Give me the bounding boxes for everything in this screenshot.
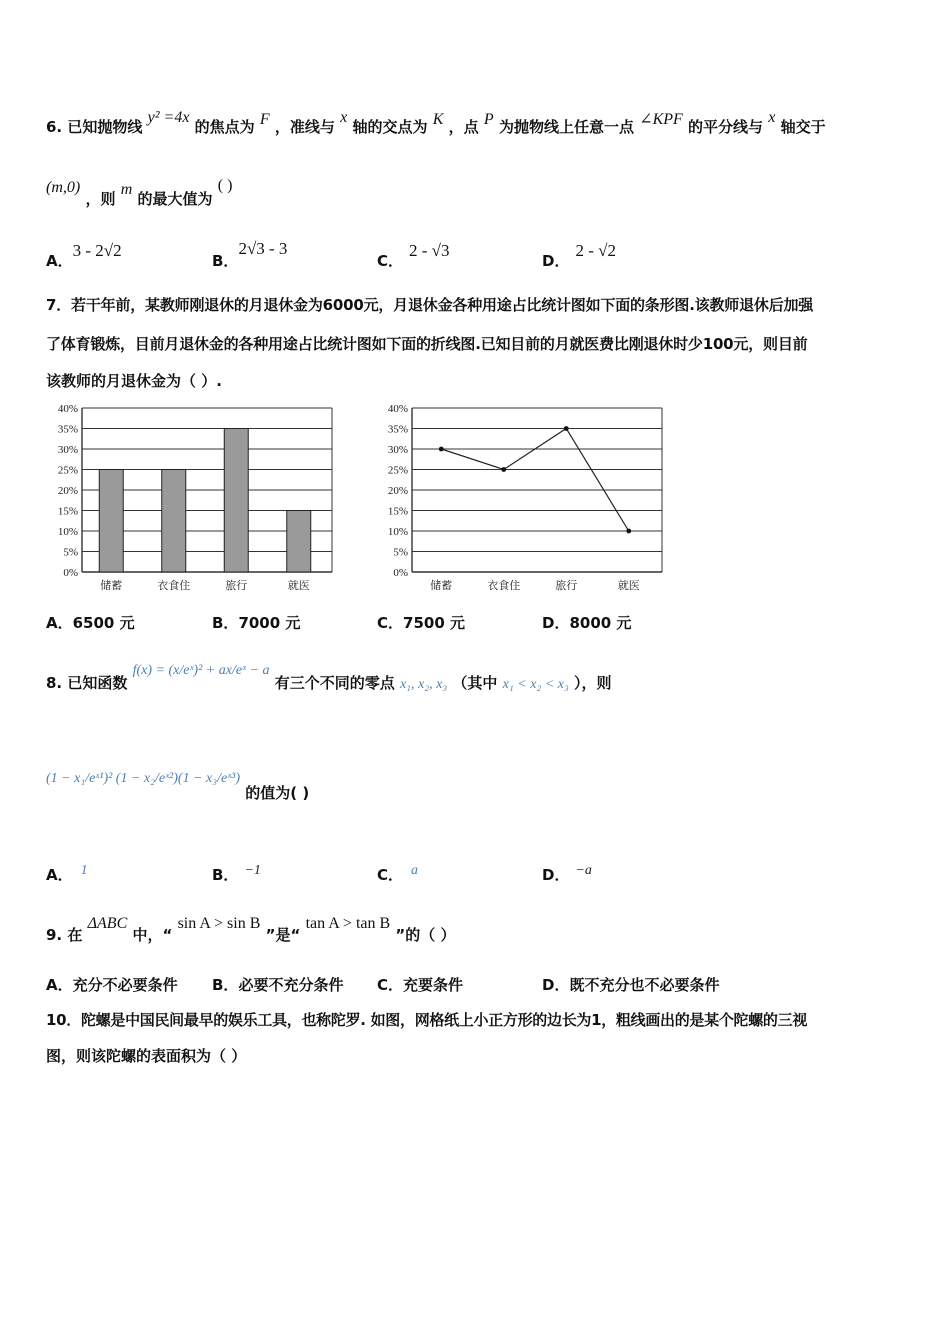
option-value: 2√3 - 3 xyxy=(238,239,288,258)
q8-line1 xyxy=(46,654,612,694)
q8-function: f(x) = (x/eˣ)² + ax/eˣ − a xyxy=(132,663,270,678)
option-label: C． xyxy=(377,252,404,270)
q10-line2: 图，则该陀螺的表面积为（ ） xyxy=(46,1047,247,1065)
option-label: B． xyxy=(212,866,239,884)
q6-text2: 的焦点为 xyxy=(194,118,255,136)
q6-P: P xyxy=(483,111,494,128)
bar-chart xyxy=(44,398,344,598)
q6-line2 xyxy=(46,176,232,212)
y-tick-label: 10% xyxy=(57,526,78,538)
q8-text5: 的值为( ) xyxy=(245,784,310,802)
q7-option-c xyxy=(377,612,465,633)
q9-line1 xyxy=(46,912,455,946)
q9-option-d xyxy=(542,974,719,995)
q9-text2: 中，“ xyxy=(132,926,173,944)
option-value: 充要条件 xyxy=(403,976,464,994)
q6-text10: 的最大值为 xyxy=(137,190,213,208)
q9-number: 9. xyxy=(46,926,63,944)
bar xyxy=(99,470,123,573)
option-label: C． xyxy=(377,614,404,632)
y-tick-label: 15% xyxy=(387,505,408,518)
q9-text3: ”是“ xyxy=(265,926,301,944)
q6-text8: 轴交于 xyxy=(780,118,826,136)
q8-text1: 已知函数 xyxy=(67,674,128,692)
option-value: a xyxy=(411,863,419,878)
q9-condition2: tan A > tan B xyxy=(305,915,391,932)
x-tick-label: 储蓄 xyxy=(100,579,123,592)
option-value: 必要不充分条件 xyxy=(238,976,344,994)
option-label: B． xyxy=(212,976,239,994)
option-value: 2 - √3 xyxy=(409,241,450,260)
x-tick-label: 就医 xyxy=(617,579,640,592)
q9-triangle: ΔABC xyxy=(87,915,128,932)
bar xyxy=(287,511,311,573)
y-tick-label: 5% xyxy=(393,546,408,559)
q8-expression: (1 − x₁/eˣ¹)² (1 − x₂/eˣ²)(1 − x₃/eˣ³) xyxy=(46,771,241,786)
option-label: C． xyxy=(377,976,404,994)
option-value: 既不充分也不必要条件 xyxy=(569,976,720,994)
option-label: D． xyxy=(542,252,570,270)
q6-text7: 的平分线与 xyxy=(688,118,764,136)
q7-option-d xyxy=(542,612,631,633)
q6-x1: x xyxy=(340,109,348,126)
q6-number: 6. xyxy=(46,118,63,136)
option-value: 充分不必要条件 xyxy=(72,976,178,994)
y-tick-label: 30% xyxy=(57,444,78,456)
q6-text6: 为抛物线上任意一点 xyxy=(498,118,634,136)
x-tick-label: 旅行 xyxy=(225,579,248,592)
q6-K: K xyxy=(432,111,444,128)
y-tick-label: 35% xyxy=(387,423,408,436)
y-tick-label: 5% xyxy=(63,546,78,559)
q6-text4: 轴的交点为 xyxy=(352,118,428,136)
q7-option-b xyxy=(212,612,300,633)
x-tick-label: 衣食住 xyxy=(157,579,191,592)
q9-option-a xyxy=(46,974,178,995)
q6-text1: 已知抛物线 xyxy=(67,118,143,136)
y-tick-label: 30% xyxy=(387,444,408,456)
y-tick-label: 40% xyxy=(387,403,408,415)
y-tick-label: 0% xyxy=(393,567,408,579)
q8-option-b xyxy=(212,858,261,884)
option-label: D． xyxy=(542,866,570,884)
q7-line1: 7．若干年前，某教师刚退休的月退休金为6000元，月退休金各种用途占比统计图如下面的条形图.该教师退休后加强 xyxy=(46,296,814,314)
q6-option-c xyxy=(377,240,450,270)
option-value: 1 xyxy=(80,863,88,878)
q8-option-d xyxy=(542,858,592,884)
data-point xyxy=(626,529,631,534)
option-value: 7500 元 xyxy=(403,614,465,632)
q8-text4: ），则 xyxy=(574,674,612,692)
option-value: 8000 元 xyxy=(569,614,632,632)
q9-text4: ”的（ ） xyxy=(395,926,456,944)
option-label: C． xyxy=(377,866,404,884)
q7-line3: 该教师的月退休金为（ ）. xyxy=(46,372,222,390)
q8-zeros: x₁, x₂, x₃ xyxy=(399,677,448,692)
q7-line2: 了体育锻炼，目前月退休金的各种用途占比统计图如下面的折线图.已知目前的月就医费比刚退休时少100元，则目前 xyxy=(46,335,808,353)
y-tick-label: 25% xyxy=(57,464,78,477)
q6-point: (m,0) xyxy=(46,179,81,196)
q6-line1 xyxy=(46,106,826,142)
q6-paren: ( ) xyxy=(217,177,233,194)
option-label: A． xyxy=(46,976,73,994)
y-tick-label: 10% xyxy=(387,526,408,538)
q9-condition1: sin A > sin B xyxy=(177,915,261,932)
x-tick-label: 衣食住 xyxy=(487,579,521,592)
bar xyxy=(224,429,248,573)
y-tick-label: 0% xyxy=(63,567,78,579)
q6-F: F xyxy=(259,111,270,128)
series-line xyxy=(441,429,629,532)
line-chart xyxy=(374,398,674,598)
data-point xyxy=(439,447,444,452)
option-value: 3 - 2√2 xyxy=(72,241,122,260)
data-point xyxy=(501,467,506,472)
y-tick-label: 35% xyxy=(57,423,78,436)
option-value: 7000 元 xyxy=(238,614,301,632)
option-label: B． xyxy=(212,614,239,632)
option-value: 2 - √2 xyxy=(575,241,616,260)
q6-option-b xyxy=(212,238,288,270)
y-tick-label: 25% xyxy=(387,464,408,477)
q8-number: 8. xyxy=(46,674,63,692)
q6-option-a xyxy=(46,240,122,270)
q6-x2: x xyxy=(768,109,776,126)
option-label: B． xyxy=(212,252,239,270)
y-tick-label: 20% xyxy=(387,485,408,497)
q6-text9: ，则 xyxy=(85,190,116,208)
q6-m: m xyxy=(120,181,133,198)
q8-line2 xyxy=(46,766,309,806)
q8-option-a xyxy=(46,858,88,884)
x-tick-label: 就医 xyxy=(287,579,310,592)
option-label: A． xyxy=(46,866,73,884)
q9-option-c xyxy=(377,974,463,995)
y-tick-label: 20% xyxy=(57,485,78,497)
option-value: −a xyxy=(575,863,592,878)
data-point xyxy=(564,426,569,431)
option-label: A． xyxy=(46,614,73,632)
q6-equation: y² =4x xyxy=(147,109,190,126)
q6-option-d xyxy=(542,240,616,270)
option-value: −1 xyxy=(244,863,261,878)
q8-text2: 有三个不同的零点 xyxy=(274,674,395,692)
q8-order: x₁ < x₂ < x₃ xyxy=(502,677,569,692)
x-tick-label: 储蓄 xyxy=(430,579,453,592)
q9-option-b xyxy=(212,974,343,995)
option-label: D． xyxy=(542,976,570,994)
y-tick-label: 15% xyxy=(57,505,78,518)
bar xyxy=(162,470,186,573)
q8-text3: （其中 xyxy=(452,674,498,692)
q6-angle: ∠KPF xyxy=(639,111,683,128)
q9-text1: 在 xyxy=(67,926,83,944)
q6-text3: ，准线与 xyxy=(274,118,335,136)
q10-line1: 10．陀螺是中国民间最早的娱乐工具，也称陀罗. 如图，网格纸上小正方形的边长为1，粗线画出的是某个陀螺的三视 xyxy=(46,1011,808,1029)
q6-text5: ，点 xyxy=(448,118,479,136)
q7-option-a xyxy=(46,612,135,633)
x-tick-label: 旅行 xyxy=(555,579,578,592)
y-tick-label: 40% xyxy=(57,403,78,415)
q8-option-c xyxy=(377,858,419,884)
option-label: A． xyxy=(46,252,73,270)
option-label: D． xyxy=(542,614,570,632)
option-value: 6500 元 xyxy=(72,614,135,632)
